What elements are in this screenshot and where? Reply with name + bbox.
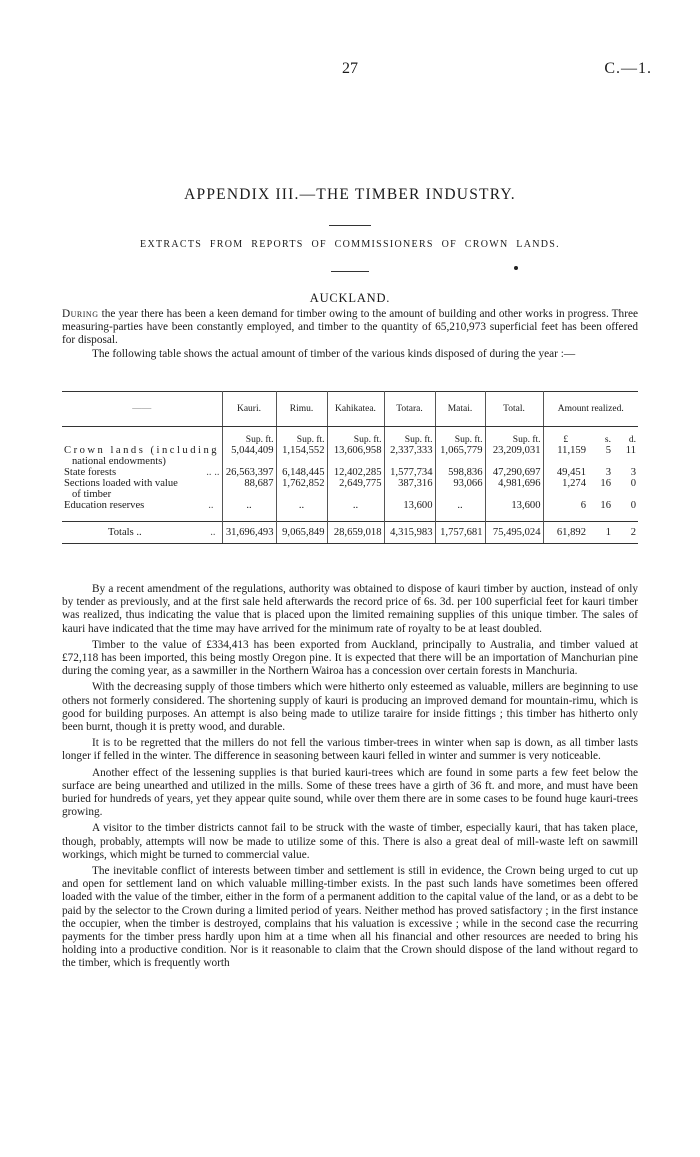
row-label <box>62 478 222 489</box>
unit-cell: Sup. ft. <box>327 427 384 446</box>
table-row-continuation <box>62 489 638 500</box>
table-row <box>62 478 638 489</box>
document-reference: C.—1. <box>604 60 652 77</box>
intro-text <box>62 308 638 361</box>
cell-kahikatea: 12,402,285 <box>327 467 384 478</box>
row-label-continuation: national endowments) <box>72 456 166 467</box>
timber-table-wrapper <box>62 391 638 544</box>
column-header-kauri: Kauri. <box>222 392 276 427</box>
body-paragraph: The inevitable conflict of interests between timber and settlement is still in evidence, the Crown being urged to cut up and open for settlement land on which valuable milling-timber exists. In the past such lands have sometimes been offered loaded with the value of the timber, either in the form of a permanent addition to the capital value of the land, or as a debt to be paid by the selector to the Crown during a limited period of years. Neither method has proved satisfactory ; in the first instance the occupier, when the timber is destroyed, complains that his valuation is excessive ; while in the second case the recurring payments for the timber press hardly upon him at a time when all his financial and other resources are needed to bring his holding into a productive condition. Nor is it reasonable to claim that the Crown should dispose of the land without regard to the timber, which is frequently worth <box>62 865 638 970</box>
row-label-continuation: of timber <box>72 489 112 500</box>
cell-matai: 93,066 <box>435 478 485 489</box>
body-paragraph: By a recent amendment of the regulations, authority was obtained to dispose of kauri timber by auction, instead of only by tender as previously, and at the first sale held afterwards the record price of 6s. 3d. per 100 superficial feet for kauri timber was realized, thus indicating the value that is placed upon the limited remaining supplies of this unique timber. The sales of kauri have indicated that the time may have arrived for the minimum rate of royalty to be at least doubled. <box>62 583 638 635</box>
cell-matai: 1,065,779 <box>435 445 485 456</box>
cell-pounds: 1,274 <box>543 478 588 489</box>
cell-pounds: 49,451 <box>543 467 588 478</box>
column-header-total: Total. <box>485 392 543 427</box>
row-label-text: Sections loaded with value <box>64 478 178 489</box>
row-label <box>62 445 222 456</box>
appendix-title: APPENDIX III.—THE TIMBER INDUSTRY. <box>184 186 516 203</box>
cell-shillings: 16 <box>600 478 611 489</box>
cell-kauri: 88,687 <box>222 478 276 489</box>
total-kauri: 31,696,493 <box>222 522 276 544</box>
intro-lead-word: During <box>62 308 99 320</box>
extracts-heading: EXTRACTS FROM REPORTS OF COMMISSIONERS OF CROWN LANDS. <box>140 239 560 250</box>
cell-pence: 0 <box>630 478 636 489</box>
totals-label-text: Totals .. <box>108 527 142 538</box>
cell-totara: 13,600 <box>384 500 435 522</box>
unit-cell: d. <box>628 435 636 445</box>
body-paragraph: Another effect of the lessening supplies is that buried kauri-trees which are found in some parts a few feet below the surface are being unearthed and utilized in the mills. Some of these trees have a girth of 36 ft. and more, and must have been buried for hundreds of years, yet they appear quite sound, while over them there are in some cases to be found huge kauri-trees growing. <box>62 766 638 819</box>
report-body <box>62 583 638 974</box>
row-label-text: Education reserves <box>64 500 145 511</box>
total-matai: 1,757,681 <box>435 522 485 544</box>
ink-dot <box>514 266 518 270</box>
cell-shillings: 16 <box>600 500 611 511</box>
intro-paragraph-1-text: the year there has been a keen demand for timber owing to the amount of building and other works in progress. Three measuring-parties have been constantly employed, and timber to the quantity of 65,210,973 superficial feet has been offered for disposal. <box>62 308 638 347</box>
totals-row <box>62 522 638 544</box>
cell-total: 47,290,697 <box>485 467 543 478</box>
unit-cell: s. <box>604 435 611 445</box>
body-paragraph: It is to be regretted that the millers do not fell the various timber-trees in winter when sap is down, as all timber lasts longer if felled in the winter. The difference in seasoning between kauri felled in winter and summer is very noticeable. <box>62 737 638 763</box>
body-paragraph: Timber to the value of £334,413 has been exported from Auckland, principally to Australia, and timber valued at £72,118 has been imported, this being mostly Oregon pine. It is expected that there will be an importation of Manchurian pine during the coming year, as a sawmiller in the Northern Wairoa has a concession over certain forests in Manchuria. <box>62 638 638 678</box>
cell-rimu: .. <box>276 500 327 522</box>
cell-total: 13,600 <box>485 500 543 522</box>
unit-cell: Sup. ft. <box>276 427 327 446</box>
total-pounds: 61,892 <box>543 522 588 544</box>
cell-totara: 1,577,734 <box>384 467 435 478</box>
cell-pence: 0 <box>630 500 636 511</box>
column-header-rimu: Rimu. <box>276 392 327 427</box>
column-header-matai: Matai. <box>435 392 485 427</box>
cell-totara: 387,316 <box>384 478 435 489</box>
total-total: 75,495,024 <box>485 522 543 544</box>
column-header-blank: —— <box>62 392 222 427</box>
unit-cell: Sup. ft. <box>384 427 435 446</box>
table-row <box>62 445 638 456</box>
cell-kahikatea: 2,649,775 <box>327 478 384 489</box>
table-units-row <box>62 427 638 446</box>
column-header-kahikatea: Kahikatea. <box>327 392 384 427</box>
cell-matai: 598,836 <box>435 467 485 478</box>
row-leader-dots: .. .. <box>206 467 220 478</box>
table-row-continuation <box>62 456 638 467</box>
cell-rimu: 1,762,852 <box>276 478 327 489</box>
units-blank-cell <box>62 427 222 446</box>
row-label <box>62 467 222 478</box>
unit-cell: Sup. ft. <box>485 427 543 446</box>
cell-kahikatea: .. <box>327 500 384 522</box>
totals-leader-dots: .. <box>210 527 216 538</box>
cell-pence: 3 <box>630 467 636 478</box>
subheading-rule <box>331 271 369 272</box>
cell-pounds: 6 <box>543 500 588 522</box>
row-label-text: Crown lands (including <box>64 445 220 456</box>
cell-kauri: 26,563,397 <box>222 467 276 478</box>
body-paragraph: A visitor to the timber districts cannot fail to be struck with the waste of timber, especially kauri, that has taken place, though, probably, attempts will now be made to utilize some of this. There is also a great deal of mill-waste left on sawmill workings, which might be turned to commercial value. <box>62 822 638 861</box>
row-label <box>62 500 222 522</box>
totals-label <box>62 522 222 544</box>
cell-rimu: 1,154,552 <box>276 445 327 456</box>
column-header-totara: Totara. <box>384 392 435 427</box>
unit-cell: £ <box>543 427 588 446</box>
cell-kahikatea: 13,606,958 <box>327 445 384 456</box>
cell-shillings: 3 <box>605 467 611 478</box>
timber-disposal-table <box>62 391 638 544</box>
intro-paragraph-1 <box>62 308 638 348</box>
page-number: 27 <box>342 60 358 77</box>
table-header-row <box>62 392 638 427</box>
table-row <box>62 500 638 522</box>
cell-rimu: 6,148,445 <box>276 467 327 478</box>
cell-total: 23,209,031 <box>485 445 543 456</box>
total-rimu: 9,065,849 <box>276 522 327 544</box>
cell-kauri: .. <box>222 500 276 522</box>
table-row <box>62 467 638 478</box>
cell-pounds: 11,159 <box>543 445 588 456</box>
cell-matai: .. <box>435 500 485 522</box>
title-rule <box>329 225 371 226</box>
total-totara: 4,315,983 <box>384 522 435 544</box>
body-paragraph: With the decreasing supply of those timbers which were hitherto only esteemed as valuable, millers are beginning to use others not formerly considered. The shortening supply of kauri is producing an improved demand for mountain-rimu, which is good for building purposes. An attempt is also being made to utilize taraire for inside fittings ; this timber has hitherto only been burnt, though it is pretty wood, and durable. <box>62 681 638 734</box>
row-leader-dots: .. <box>208 500 214 511</box>
unit-cell: Sup. ft. <box>222 427 276 446</box>
row-label-text: State forests <box>64 467 117 478</box>
cell-shillings: 5 <box>605 445 611 456</box>
unit-cell: Sup. ft. <box>435 427 485 446</box>
total-kahikatea: 28,659,018 <box>327 522 384 544</box>
region-heading: AUCKLAND. <box>309 291 391 305</box>
cell-pence: 11 <box>625 445 636 456</box>
column-header-amount-realized: Amount realized. <box>543 392 638 427</box>
total-pence: 2 <box>613 522 638 544</box>
cell-totara: 2,337,333 <box>384 445 435 456</box>
cell-total: 4,981,696 <box>485 478 543 489</box>
intro-paragraph-2: The following table shows the actual amount of timber of the various kinds disposed of during the year :— <box>92 347 576 360</box>
total-shillings: 1 <box>588 522 613 544</box>
cell-kauri: 5,044,409 <box>222 445 276 456</box>
